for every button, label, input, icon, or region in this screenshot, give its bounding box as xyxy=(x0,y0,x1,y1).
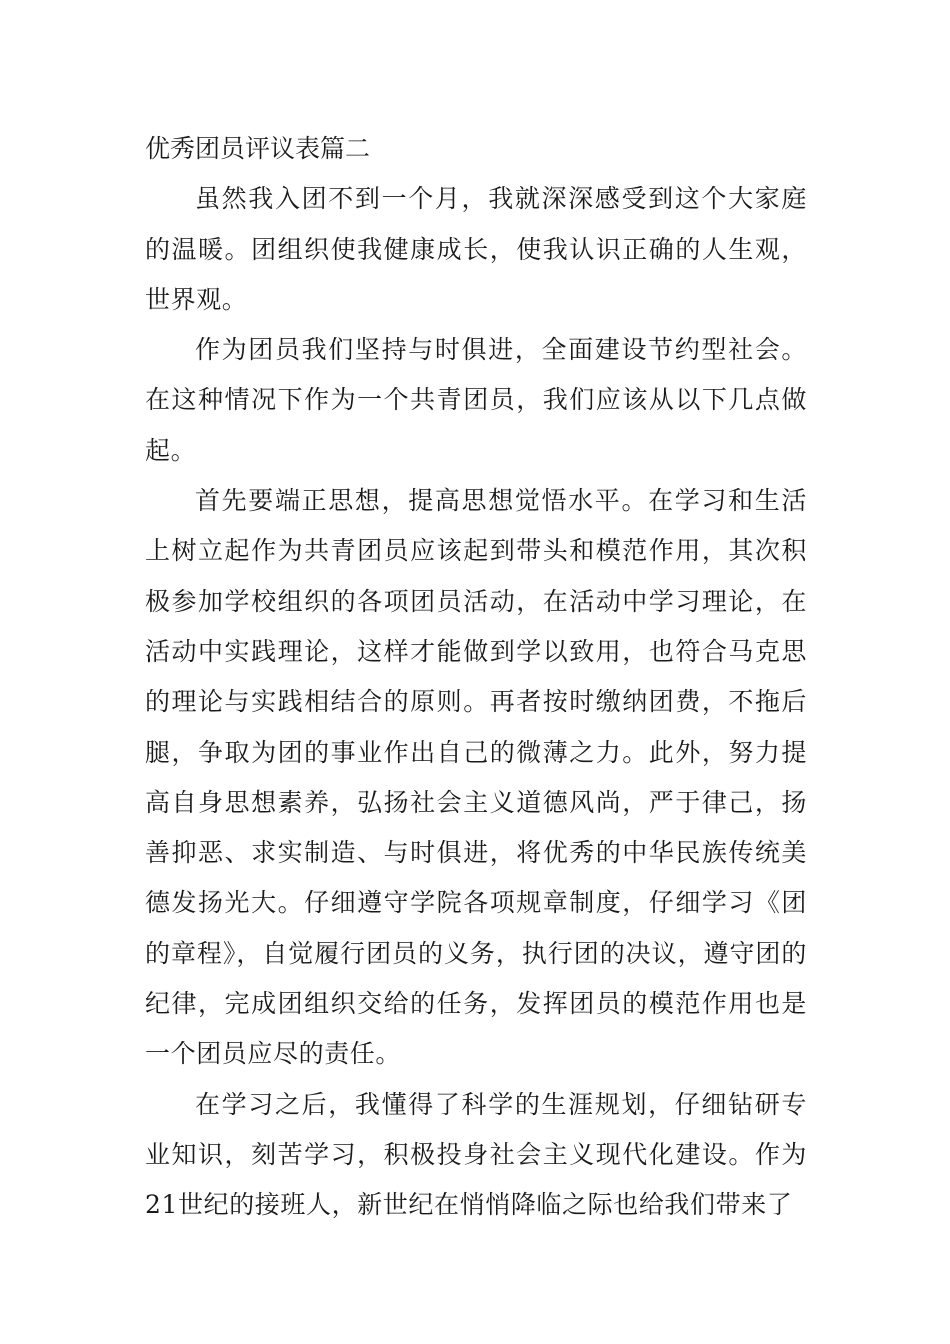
paragraph-4: 在学习之后，我懂得了科学的生涯规划，仔细钻研专业知识，刻苦学习，积极投身社会主义现代化建设。作为21世纪的接班人，新世纪在悄悄降临之际也给我们带来了 xyxy=(145,1089,807,1220)
document-body xyxy=(145,124,807,1231)
paragraph-1: 虽然我入团不到一个月，我就深深感受到这个大家庭的温暖。团组织使我健康成长，使我认识正确的人生观，世界观。 xyxy=(145,184,807,314)
paragraph-3: 首先要端正思想，提高思想觉悟水平。在学习和生活上树立起作为共青团员应该起到带头和模范作用，其次积极参加学校组织的各项团员活动，在活动中学习理论，在活动中实践理论，这样才能做到学以致用，也符合马克思的理论与实践相结合的原则。再者按时缴纳团费，不拖后腿，争取为团的事业作出自己的微薄之力。此外，努力提高自身思想素养，弘扬社会主义道德风尚，严于律己，扬善抑恶、求实制造、与时俱进，将优秀的中华民族传统美德发扬光大。仔细遵守学院各项规章制度，仔细学习《团的章程》，自觉履行团员的义务，执行团的决议，遵守团的纪律，完成团组织交给的任务，发挥团员的模范作用也是一个团员应尽的责任。 xyxy=(145,486,807,1069)
document-title: 优秀团员评议表篇二 xyxy=(145,134,371,163)
paragraph-2: 作为团员我们坚持与时俱进，全面建设节约型社会。在这种情况下作为一个共青团员，我们应该从以下几点做起。 xyxy=(145,335,807,465)
